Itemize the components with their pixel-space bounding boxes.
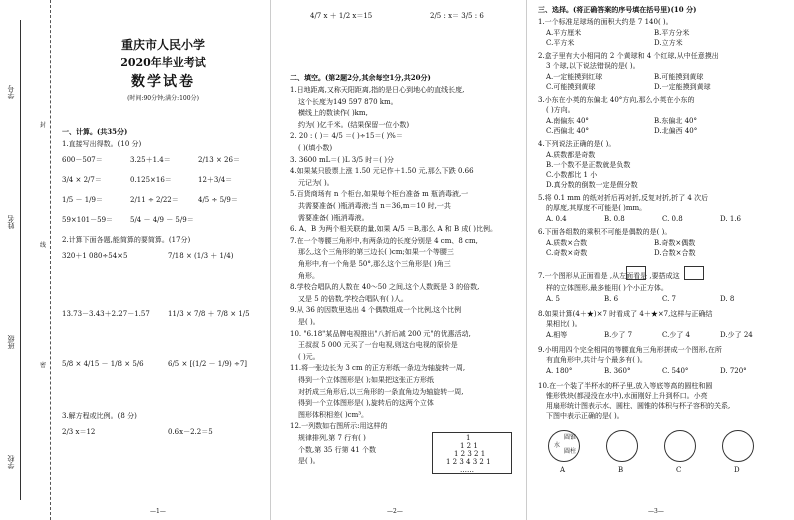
calc-item: 2/11 ÷ 2/22＝ xyxy=(130,196,179,204)
choice-question: 1.一个标准足球场的面积大约是 7 140( )。 xyxy=(538,18,673,26)
choice-option: B.少了 7 xyxy=(604,331,633,339)
choice-option: C.西偏北 40° xyxy=(546,127,589,135)
fill-in-line: 这个长度为149 597 870 km。 xyxy=(298,97,398,106)
calc-item: 11/3 × 7/8 ＋ 7/8 × 1/5 xyxy=(168,310,250,318)
page-3 xyxy=(528,0,794,520)
page-number-2: —2— xyxy=(387,508,403,515)
fill-in-line: 1.日地距离,又称天阳距离,指的是日心到地心的直线长度, xyxy=(290,86,465,94)
choice-option: C.平方米 xyxy=(546,39,575,47)
choice-question: 8.如果计算(4＋★)×7 时看成了 4＋★×7,这样与正确结 xyxy=(538,310,713,318)
fill-in-line: 12.一列数如右图所示:用这样的 xyxy=(290,422,388,431)
fill-in-line: 是( )。 xyxy=(298,457,320,466)
exam-meta: (时间:90分钟;满分:100分) xyxy=(127,95,199,102)
fill-in-line: 得到一个立体图形是( ),旋转后的这两个立体 xyxy=(298,399,434,408)
page-number-1: —1— xyxy=(150,508,166,515)
choice-option: A.质数×合数 xyxy=(546,239,588,247)
choice-option: C.可能摸到黄球 xyxy=(546,83,596,91)
sidebar-field-line xyxy=(20,20,21,500)
choice-question-cont: 锥形铁块(都浸没在水中),水面刚好上升到杯口。小亮 xyxy=(546,392,708,400)
choice-option: B.奇数×偶数 xyxy=(654,239,696,247)
choice-option: D.北偏西 40° xyxy=(654,127,698,135)
left-view-figure xyxy=(684,266,704,280)
calc-item: 2/13 × 26＝ xyxy=(198,156,240,164)
pie-option-label: B xyxy=(618,466,624,474)
fill-in-line: 规律排列,第 7 行有( ) xyxy=(298,434,366,442)
calc-item: 12＋3/4＝ xyxy=(198,176,233,184)
choice-option: C. 540° xyxy=(662,367,689,375)
fill-in-line: 10. "6.18"某品牌电视推出"八折后减 200 元"的优惠活动, xyxy=(290,329,471,338)
seal-word-3: 密 xyxy=(40,362,47,369)
equation-item: 2/5 : x＝ 3/5 : 6 xyxy=(430,12,484,20)
calc-item: 600－507＝ xyxy=(62,156,103,164)
paper-title: 数学试卷 xyxy=(131,74,195,90)
pie-option-label: D xyxy=(734,466,740,474)
choice-option: B.可能摸到黄球 xyxy=(654,73,704,81)
fill-in-line: 又是 5 的倍数,学校合唱队有( )人。 xyxy=(298,294,408,303)
fill-in-line: 需要准备( )瓶消毒液。 xyxy=(298,213,369,222)
calc-item: 1/5 － 1/9＝ xyxy=(62,196,103,204)
choice-option: C. 0.8 xyxy=(662,215,683,223)
choice-question: 9.小明用四个完全相同的等腰直角三角形拼成一个图形,在所 xyxy=(538,346,722,354)
pie-option-d xyxy=(722,430,754,462)
choice-question: 5.将 0.1 mm 的纸对折后再对折,反复对折,折了 4 次后 xyxy=(538,194,709,202)
choice-question-cont: 有直角形中,共计与个最多有( )。 xyxy=(546,356,647,364)
choice-option: B. 360° xyxy=(604,367,631,375)
seal-word-2: 线 xyxy=(40,242,47,249)
choice-option: A.相等 xyxy=(546,331,568,339)
choice-option: A. 0.4 xyxy=(546,215,567,223)
choice-question-cont: 样的立体图形,最多能用( )个小正方体。 xyxy=(546,284,668,292)
fill-in-line: 个数,第 35 行第 41 个数 xyxy=(298,445,376,454)
choice-question: 10.在一个装了半杯水的杯子里,放入等底等高的圆柱和圆 xyxy=(538,382,713,390)
choice-question: 6.下面各组数的乘积不可能是偶数的是( )。 xyxy=(538,228,672,236)
choice-option: B.一个数不是正数就是负数 xyxy=(546,161,631,169)
page-divider xyxy=(526,0,527,520)
choice-question-cont: 果相比( )。 xyxy=(546,320,582,328)
q1-title: 1.直接写出得数。(10 分) xyxy=(62,140,142,148)
choice-question: 7.一个图形从正面看是 ,从左面看是 ,要搭成这 xyxy=(538,272,680,280)
choice-option: D. 1.6 xyxy=(720,215,741,223)
section3-title: 三、选择。(将正确答案的序号填在括号里)(10 分) xyxy=(538,5,697,14)
choice-option: B.平方分米 xyxy=(654,29,690,37)
sidebar-label-class: 班级 xyxy=(7,335,15,349)
section1-title: 一、计算。(共35分) xyxy=(62,127,128,136)
fill-in-line: 11.将一张边长为 3 cm 的正方形纸一条边为轴旋转一周, xyxy=(290,364,466,373)
choice-question-cont: 用扇形统计图表示水、圆柱、圆锥的体积与杯子容积的关系, xyxy=(546,402,731,410)
choice-option: A. 180° xyxy=(546,367,573,375)
calc-item: 5/4 － 4/9 － 5/9＝ xyxy=(130,216,194,224)
fill-in-line: 图形体积相差( )cm³。 xyxy=(298,410,369,419)
calc-item: 13.73－3.43＋2.27－1.57 xyxy=(62,310,150,318)
fill-in-line: 5.百货商场有 n 个柜台,如果每个柜台准备 m 瓶消毒液,一 xyxy=(290,190,469,199)
fill-in-line: 那么,这个三角形的第三边长( )cm;如果一个等腰三 xyxy=(298,248,454,257)
triangle-row: 1 2 3 2 1 xyxy=(454,450,486,458)
equation-item: 4/7 x ＋ 1/2 x＝15 xyxy=(310,12,373,20)
fill-in-line: 9.从 36 的因数里选出 4 个偶数组成一个比例,这个比例 xyxy=(290,306,462,315)
choice-question: 3.小东在小英的东偏北 40°方向,那么小英在小东的 xyxy=(538,96,695,104)
q3-title: 3.解方程或比例。(8 分) xyxy=(62,412,137,420)
choice-option: D.少了 24 xyxy=(720,331,753,339)
fill-in-line: 得到一个立体图形是( );如果把这张正方形纸 xyxy=(298,376,435,384)
triangle-row: 1 xyxy=(466,434,471,442)
page-number-3: —3— xyxy=(648,508,664,515)
exam-name: 2020年毕业考试 xyxy=(120,56,206,69)
choice-option: B.东偏北 40° xyxy=(654,117,698,125)
fill-in-line: 8.学校合唱队的人数在 40～50 之间,这个人数既是 3 的倍数, xyxy=(290,283,480,292)
fill-in-line: 3. 3600 mL＝( )L 3/5 时＝( )分 xyxy=(290,155,394,164)
fill-in-line: 角形中,有一个角是 50°,那么这个三角形是( )角三 xyxy=(298,260,451,268)
page-1 xyxy=(0,0,265,520)
choice-option: D. 8 xyxy=(720,295,735,303)
binding-sidebar xyxy=(0,0,51,520)
fill-in-line: 2. 20 : ( )＝ 4/5 ＝( )÷15＝( )%＝ xyxy=(290,132,403,141)
calc-item: 7/18 × (1/3 ＋ 1/4) xyxy=(168,252,234,260)
page-2 xyxy=(272,0,522,520)
calc-item: 3/4 × 2/7＝ xyxy=(62,176,102,184)
fill-in-line: ( )元。 xyxy=(298,352,320,361)
choice-option: D.合数×合数 xyxy=(654,249,696,257)
choice-option: A.质数都是奇数 xyxy=(546,151,596,159)
choice-option: B. 0.8 xyxy=(604,215,625,223)
choice-option: A. 5 xyxy=(546,295,560,303)
q2-title: 2.计算下面各题,能简算的要简算。(17分) xyxy=(62,236,191,244)
choice-option: A.南偏东 40° xyxy=(546,117,589,125)
fill-in-line: 约为( )亿千米。(结果保留一位小数) xyxy=(298,120,410,129)
choice-option: D. 720° xyxy=(720,367,747,375)
fill-in-line: 王叔叔 5 000 元买了一台电视,则这台电视的原价是 xyxy=(298,341,458,350)
front-view-figure xyxy=(626,266,646,280)
calc-item: 0.125×16＝ xyxy=(130,176,172,184)
section2-title: 二、填空。(第2题2分,其余每空1分,共20分) xyxy=(290,73,431,82)
calc-item: 4/5 ÷ 5/9＝ xyxy=(198,196,238,204)
pie-option-b xyxy=(606,430,638,462)
pie-option-label: A xyxy=(560,466,566,474)
calc-item: 3.25＋1.4＝ xyxy=(130,156,171,164)
pie-label-cylinder: 圆柱 xyxy=(564,448,577,455)
choice-question: 4.下列说法正确的是( )。 xyxy=(538,140,616,148)
choice-option: C.小数都比 1 小 xyxy=(546,171,598,179)
calc-item: 6/5 × [(1/2 － 1/9) ÷7] xyxy=(168,360,248,368)
fill-in-line: 共需要准备( )瓶消毒液;当 n＝36,m＝10 时,一共 xyxy=(298,202,451,210)
equation-item: 0.6x－2.2＝5 xyxy=(168,428,213,436)
fill-in-line: 对折成三角形后,以三角形的一条直角边为轴旋转一周, xyxy=(298,387,464,396)
fill-in-line: 元记为( )。 xyxy=(298,178,334,187)
choice-option: D.一定能摸到黄球 xyxy=(654,83,711,91)
fill-in-line: 是( )。 xyxy=(298,318,320,326)
calc-item: 59×101－59＝ xyxy=(62,216,114,224)
choice-option: C. 7 xyxy=(662,295,677,303)
equation-item: 2/3 x＝12 xyxy=(62,428,96,436)
pie-label-cone: 圆锥 xyxy=(564,434,577,441)
choice-option: A.平方厘米 xyxy=(546,29,582,37)
triangle-row: 1 2 1 xyxy=(460,442,478,450)
pie-label-water: 水 xyxy=(554,442,561,449)
sidebar-label-id: 学号 xyxy=(7,85,15,99)
school-name: 重庆市人民小学 xyxy=(120,38,205,52)
sidebar-label-school: 学校 xyxy=(7,455,15,469)
fill-in-line: 横线上的数读作( )km, xyxy=(298,109,368,118)
fill-in-line: 4.如果某只股票上涨 1.50 元记作＋1.50 元,那么下跌 0.66 xyxy=(290,167,474,176)
choice-question-cont: 的厚度,其厚度不可能是( )mm。 xyxy=(546,204,647,212)
sidebar-label-name: 姓名 xyxy=(7,215,15,229)
choice-question-cont: 下图中表示正确的是( )。 xyxy=(546,412,624,420)
choice-question-cont: ( )方向。 xyxy=(546,106,575,114)
choice-question: 2.盒子里有大小相同的 2 个黄球和 4 个红球,从中任意摸出 xyxy=(538,52,719,60)
fill-in-line: 角形。 xyxy=(298,271,319,280)
triangle-row: 1 2 3 4 3 2 1 xyxy=(446,458,491,466)
choice-question-cont: 3 个球,以下说法错误的是( )。 xyxy=(546,62,640,70)
choice-option: A.一定能摸到红球 xyxy=(546,73,603,81)
fill-in-line: 7.在一个等腰三角形中,有两条边的长度分别是 4 cm、8 cm, xyxy=(290,236,478,245)
choice-option: C.少了 4 xyxy=(662,331,691,339)
fill-in-line: ( )(填小数) xyxy=(298,144,333,152)
triangle-row: …… xyxy=(460,466,474,474)
calc-item: 5/8 × 4/15 － 1/8 × 5/6 xyxy=(62,360,144,368)
pie-option-c xyxy=(664,430,696,462)
calc-item: 320＋1 080÷54×5 xyxy=(62,252,128,260)
choice-option: D.真分数的倒数一定是假分数 xyxy=(546,181,638,189)
pie-option-label: C xyxy=(676,466,682,474)
choice-option: C.奇数×奇数 xyxy=(546,249,588,257)
fill-in-line: 6. A、B 为两个相关联的量,如果 A/5 ＝B,那么 A 和 B 成( )比例。 xyxy=(290,225,498,234)
page-divider xyxy=(270,0,271,520)
choice-option: D.立方米 xyxy=(654,39,683,47)
choice-option: B. 6 xyxy=(604,295,619,303)
seal-word-1: 封 xyxy=(40,122,47,129)
